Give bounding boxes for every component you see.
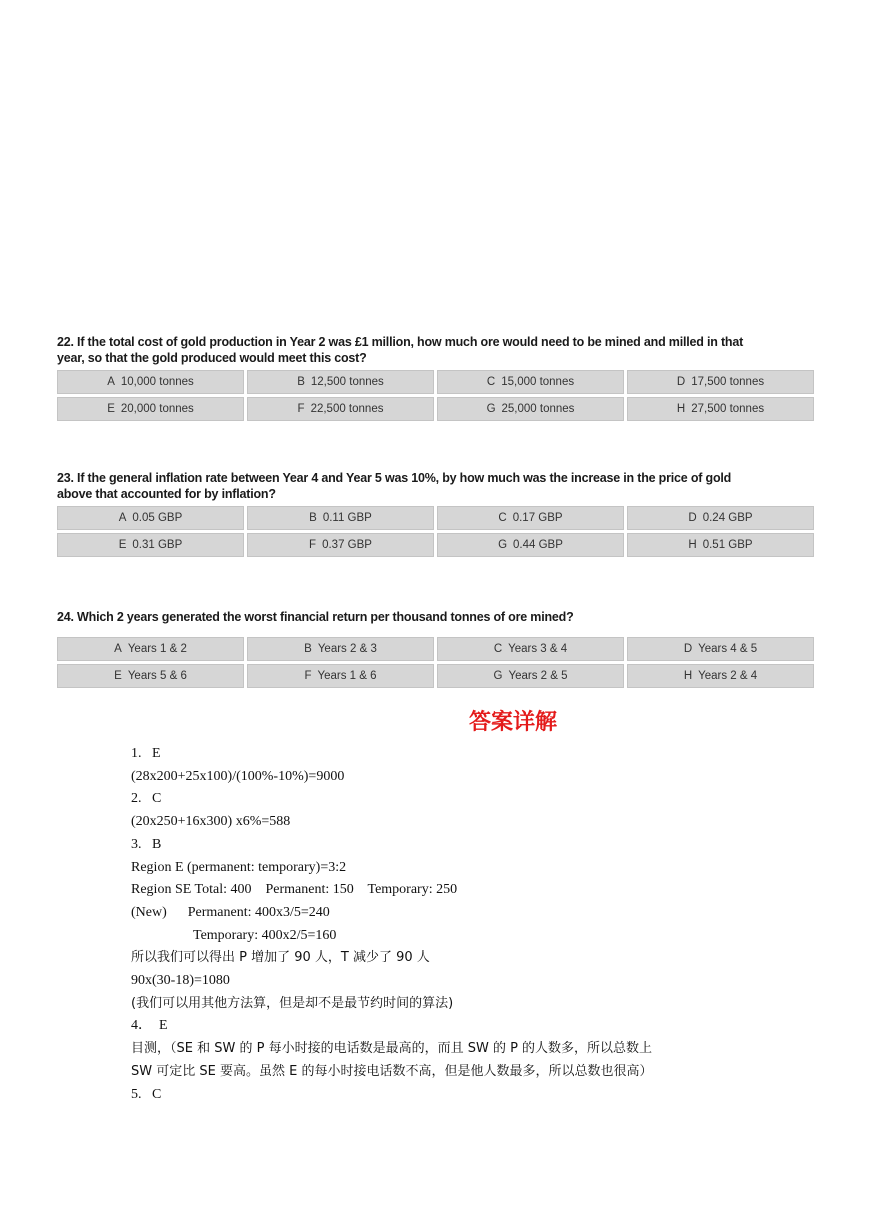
- option-24-g[interactable]: [437, 664, 624, 688]
- answer-line: SW 可定比 SE 要高。虽然 E 的每小时接电话数不高，但是他人数最多，所以总数也很高）: [131, 1063, 653, 1079]
- option-22-e[interactable]: [57, 397, 244, 421]
- option-23-g[interactable]: [437, 533, 624, 557]
- option-value: 0.31 GBP: [132, 539, 183, 551]
- option-value: Years 1 & 2: [127, 643, 187, 655]
- option-value: Years 1 & 6: [317, 670, 377, 682]
- option-letter: C: [486, 376, 496, 388]
- option-letter: A: [118, 512, 127, 524]
- answer-line: (20x250+16x300) x6%=588: [131, 814, 291, 830]
- option-letter: D: [688, 512, 697, 524]
- option-24-a[interactable]: [57, 637, 244, 661]
- option-letter: B: [309, 512, 317, 524]
- answer-line: 3. B: [131, 836, 162, 852]
- question-22-line-1: 22. If the total cost of gold production in Year 2 was £1 million, how much ore would need to be mined and milled in that: [57, 335, 744, 349]
- option-letter: C: [498, 512, 507, 524]
- answer-line: 1. E: [131, 746, 161, 761]
- option-letter: A: [114, 643, 122, 655]
- option-23-a[interactable]: [57, 506, 244, 530]
- option-value: Years 4 & 5: [698, 643, 758, 655]
- option-value: Years 2 & 4: [698, 670, 758, 682]
- option-letter: E: [118, 539, 127, 551]
- option-value: 0.17 GBP: [512, 512, 563, 524]
- option-23-f[interactable]: [247, 533, 434, 557]
- answer-line: Temporary: 400x2/5=160: [193, 927, 337, 943]
- question-22-options: [57, 370, 813, 421]
- option-letter: C: [493, 643, 503, 655]
- option-22-f[interactable]: [247, 397, 434, 421]
- option-value: 27,500 tonnes: [691, 403, 765, 415]
- option-23-e[interactable]: [57, 533, 244, 557]
- option-24-h[interactable]: [627, 664, 814, 688]
- answer-line: (28x200+25x100)/(100%-10%)=9000: [131, 768, 345, 784]
- answer-line: 所以我们可以得出 P 增加了 90 人，T 减少了 90 人: [131, 950, 430, 966]
- option-letter: G: [493, 670, 503, 682]
- option-value: 15,000 tonnes: [501, 376, 575, 388]
- answer-line: 4． E: [131, 1018, 168, 1034]
- option-value: 12,500 tonnes: [310, 376, 384, 388]
- question-23-text: [57, 470, 813, 502]
- option-22-c[interactable]: [437, 370, 624, 394]
- answer-explanations: [131, 743, 771, 1106]
- answer-line: 2. C: [131, 791, 162, 807]
- question-23: [57, 470, 813, 557]
- option-value: 0.44 GBP: [513, 539, 563, 551]
- option-letter: D: [676, 376, 686, 388]
- question-24-line-1: 24. Which 2 years generated the worst financial return per thousand tonnes of ore mined?: [57, 610, 574, 624]
- answer-title: 答案详解: [468, 710, 557, 735]
- option-value: 25,000 tonnes: [501, 403, 575, 415]
- option-letter: F: [304, 670, 312, 682]
- option-letter: D: [683, 643, 693, 655]
- question-22-text: [57, 334, 813, 366]
- option-24-d[interactable]: [627, 637, 814, 661]
- option-letter: B: [297, 376, 305, 388]
- option-value: 0.51 GBP: [702, 539, 753, 551]
- answer-line: 目测，（SE 和 SW 的 P 每小时接的电话数是最高的，而且 SW 的 P 的人数多，所以总数上: [131, 1041, 653, 1057]
- option-letter: E: [107, 403, 115, 415]
- option-value: Years 2 & 5: [508, 670, 568, 682]
- answer-line: 90x(30-18)=1080: [131, 973, 230, 989]
- option-value: Years 2 & 3: [317, 643, 377, 655]
- option-24-b[interactable]: [247, 637, 434, 661]
- question-22-line-2: year, so that the gold produced would meet this cost?: [57, 351, 367, 365]
- answer-line: Region SE Total: 400 Permanent: 150 Temporary: 250: [131, 882, 458, 898]
- answer-line: (New) Permanent: 400x3/5=240: [131, 904, 330, 920]
- question-23-line-1: 23. If the general inflation rate between Year 4 and Year 5 was 10%, by how much was the increase in the price of gold: [57, 471, 732, 485]
- option-letter: H: [683, 670, 693, 682]
- option-23-d[interactable]: [627, 506, 814, 530]
- answer-line: (我们可以用其他方法算，但是却不是最节约时间的算法): [131, 995, 454, 1011]
- option-letter: F: [309, 539, 317, 551]
- question-23-line-2: above that accounted for by inflation?: [57, 487, 276, 501]
- option-letter: F: [297, 403, 305, 415]
- option-24-c[interactable]: [437, 637, 624, 661]
- option-letter: H: [688, 539, 697, 551]
- question-23-options: [57, 506, 813, 557]
- option-value: 0.11 GBP: [322, 512, 372, 524]
- answer-line: 5. C: [131, 1086, 162, 1102]
- option-letter: B: [304, 643, 312, 655]
- option-23-b[interactable]: [247, 506, 434, 530]
- option-22-b[interactable]: [247, 370, 434, 394]
- question-24-text: [57, 609, 813, 625]
- option-value: 0.05 GBP: [132, 512, 183, 524]
- question-24-options: [57, 637, 813, 688]
- option-24-e[interactable]: [57, 664, 244, 688]
- option-22-d[interactable]: [627, 370, 814, 394]
- option-value: 0.37 GBP: [322, 539, 372, 551]
- option-value: 22,500 tonnes: [310, 403, 384, 415]
- option-22-a[interactable]: [57, 370, 244, 394]
- option-22-h[interactable]: [627, 397, 814, 421]
- option-22-g[interactable]: [437, 397, 624, 421]
- option-23-h[interactable]: [627, 533, 814, 557]
- option-letter: G: [486, 403, 496, 415]
- option-value: 0.24 GBP: [702, 512, 753, 524]
- option-value: 20,000 tonnes: [120, 403, 194, 415]
- option-letter: G: [498, 539, 508, 551]
- option-letter: E: [114, 670, 122, 682]
- question-24: [57, 609, 813, 688]
- option-23-c[interactable]: [437, 506, 624, 530]
- option-24-f[interactable]: [247, 664, 434, 688]
- option-letter: A: [107, 376, 115, 388]
- question-22: [57, 334, 813, 421]
- option-value: Years 5 & 6: [127, 670, 187, 682]
- option-value: Years 3 & 4: [508, 643, 568, 655]
- option-letter: H: [676, 403, 686, 415]
- option-value: 10,000 tonnes: [120, 376, 194, 388]
- option-value: 17,500 tonnes: [691, 376, 765, 388]
- answer-line: Region E (permanent: temporary)=3:2: [131, 859, 347, 875]
